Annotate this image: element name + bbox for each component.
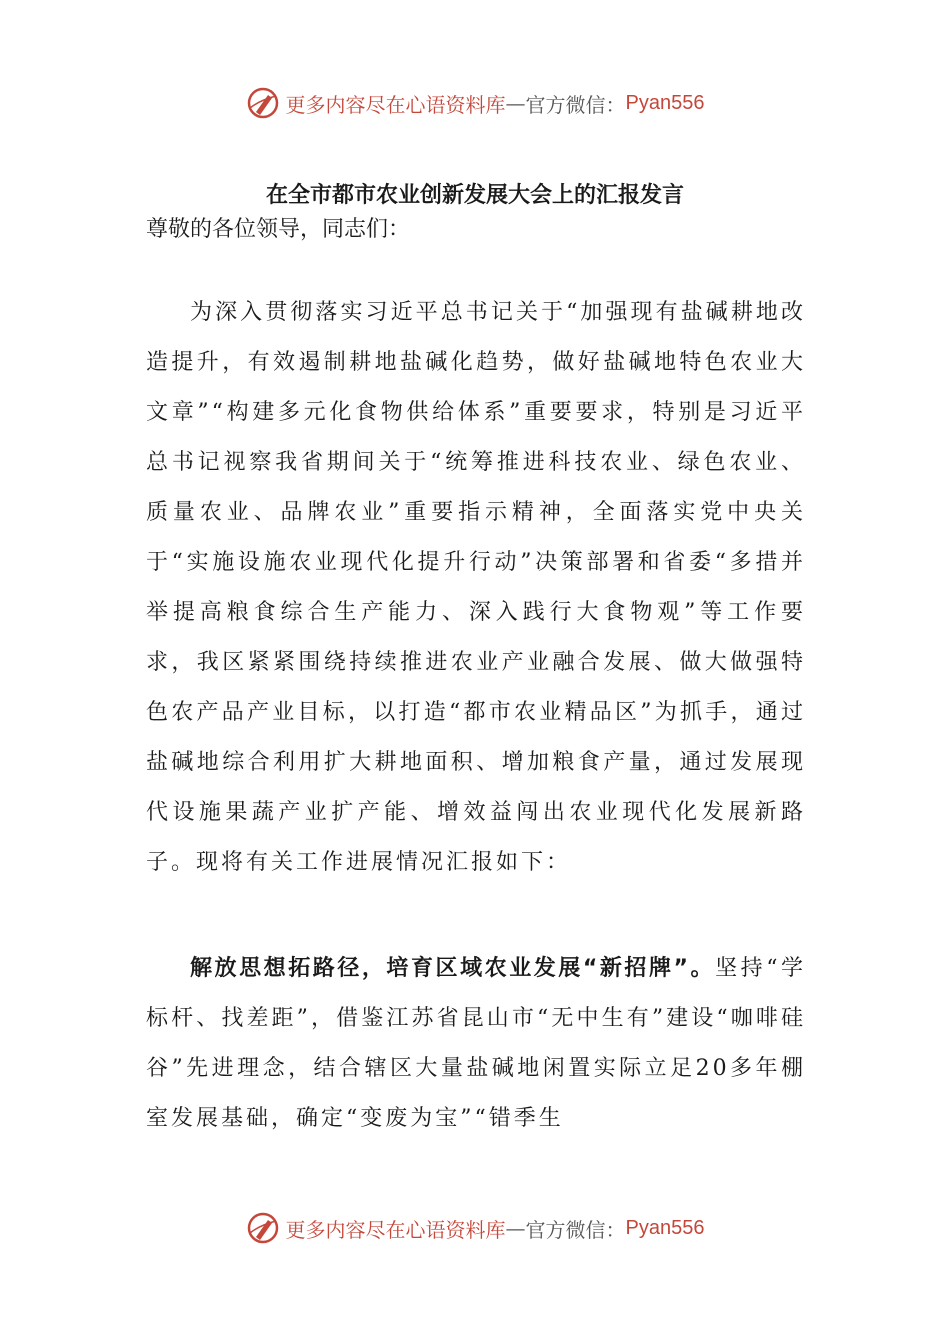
watermark-wechat-id: Pyan556 bbox=[625, 91, 705, 114]
watermark-wechat-id: Pyan556 bbox=[625, 1216, 705, 1239]
header-watermark bbox=[0, 86, 950, 120]
section1-paragraph bbox=[146, 944, 806, 1144]
watermark-site-text: 更多内容尽在心语资料库 bbox=[285, 1217, 506, 1242]
footer-watermark bbox=[0, 1211, 950, 1245]
watermark-separator: — bbox=[505, 1216, 526, 1240]
pen-nib-logo-icon bbox=[246, 86, 280, 120]
watermark-separator: — bbox=[505, 91, 526, 115]
pen-nib-logo-icon bbox=[246, 1211, 280, 1245]
watermark-wechat-label: 官方微信： bbox=[525, 92, 626, 117]
salutation: 尊敬的各位领导，同志们： bbox=[146, 217, 411, 242]
watermark-wechat-label: 官方微信： bbox=[525, 1217, 626, 1242]
watermark-site-text: 更多内容尽在心语资料库 bbox=[285, 92, 506, 117]
section1-heading: 解放思想拓路径，培育区域农业发展“新招牌”。 bbox=[190, 956, 716, 981]
section1-text: 坚持“学标杆、找差距”，借鉴江苏省昆山市“无中生有”建设“咖啡硅谷”先进理念，结合辖区大量盐碱地闲置实际立足20多年棚室发展基础，确定“变废为宝”“错季生 bbox=[146, 956, 807, 1131]
document-title: 在全市都市农业创新发展大会上的汇报发言 bbox=[265, 183, 684, 208]
intro-paragraph: 为深入贯彻落实习近平总书记关于“加强现有盐碱耕地改造提升，有效遏制耕地盐碱化趋势，做好盐碱地特色农业大文章”“构建多元化食物供给体系”重要要求，特别是习近平总书记视察我省期间关于“统筹推进科技农业、绿色农业、质量农业、品牌农业”重要指示精神，全面落实党中央关于“实施设施农业现代化提升行动”决策部署和省委“多措并举提高粮食综合生产能力、深入践行大食物观”等工作要求，我区紧紧围绕持续推进农业产业融合发展、做大做强特色农产品产业目标，以打造“都市农业精品区”为抓手，通过盐碱地综合利用扩大耕地面积、增加粮食产量，通过发展现代设施果蔬产业扩产能、增效益闯出农业现代化发展新路子。现将有关工作进展情况汇报如下： bbox=[146, 300, 806, 875]
